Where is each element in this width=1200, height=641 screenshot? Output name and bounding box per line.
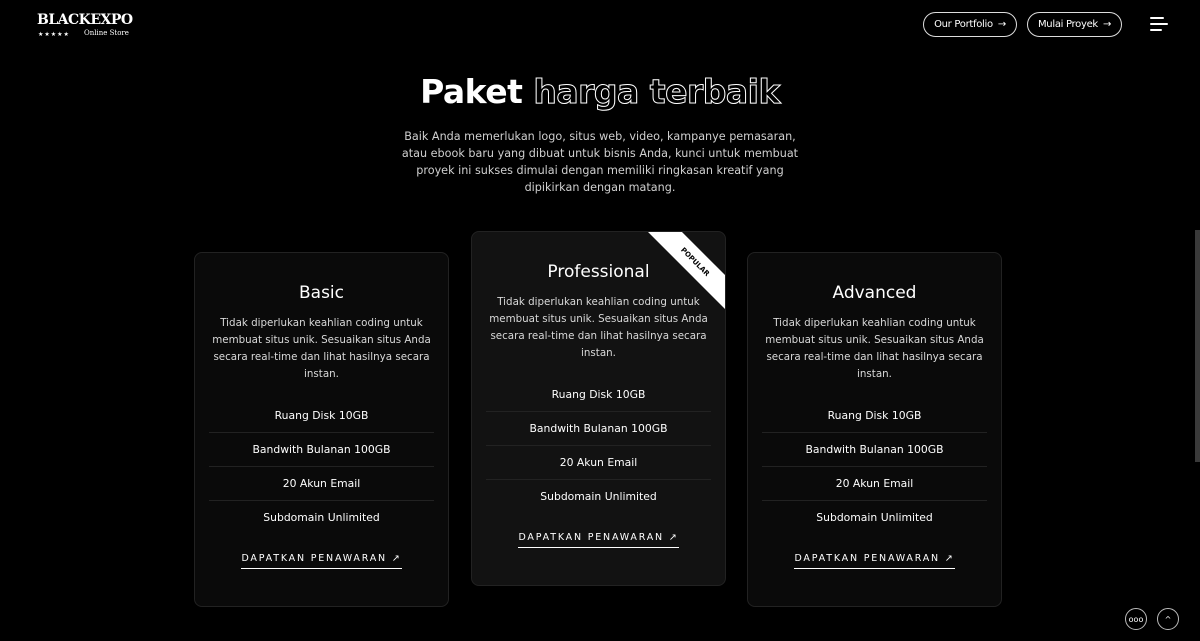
feature-item: Bandwith Bulanan 100GB bbox=[486, 412, 711, 446]
feature-item: 20 Akun Email bbox=[486, 446, 711, 480]
intro-text: Baik Anda memerlukan logo, situs web, video, kampanye pemasaran, atau ebook baru yang dibuat untuk bisnis Anda, kunci untuk membuat proyek ini sukses dimulai dengan memiliki ringkasan kreatif yang dipikirkan dengan matang. bbox=[401, 130, 799, 194]
logo[interactable] bbox=[37, 12, 133, 38]
get-offer-link[interactable]: DAPATKAN PENAWARAN ↗ bbox=[518, 532, 678, 548]
plan-description: Tidak diperlukan keahlian coding untuk membuat situs unik. Sesuaikan situs Anda secara real-time dan lihat hasilnya secara instan. bbox=[489, 296, 708, 359]
logo-text: BLACKEXPO bbox=[37, 12, 133, 28]
get-offer-link[interactable]: DAPATKAN PENAWARAN ↗ bbox=[241, 553, 401, 569]
plan-description: Tidak diperlukan keahlian coding untuk membuat situs unik. Sesuaikan situs Anda secara real-time dan lihat hasilnya secara instan. bbox=[765, 317, 984, 380]
hamburger-menu-icon[interactable] bbox=[1150, 17, 1168, 35]
feature-item: Subdomain Unlimited bbox=[816, 511, 933, 524]
our-portfolio-button[interactable] bbox=[923, 12, 1017, 37]
get-offer-link[interactable]: DAPATKAN PENAWARAN ↗ bbox=[794, 553, 954, 569]
plan-description: Tidak diperlukan keahlian coding untuk membuat situs unik. Sesuaikan situs Anda secara real-time dan lihat hasilnya secara instan. bbox=[212, 317, 431, 380]
arrow-right-icon: → bbox=[1102, 19, 1112, 30]
chat-icon[interactable]: ooo bbox=[1125, 608, 1147, 630]
feature-item: Subdomain Unlimited bbox=[540, 490, 657, 503]
plan-card-advanced bbox=[747, 252, 1002, 607]
arrow-right-icon: → bbox=[997, 19, 1006, 30]
feature-item: Bandwith Bulanan 100GB bbox=[209, 433, 434, 467]
logo-stars: ★★★★★ bbox=[38, 31, 70, 38]
plan-card-professional bbox=[471, 231, 726, 586]
scrollbar[interactable] bbox=[1195, 230, 1200, 462]
mulai-proyek-label: Mulai Proyek bbox=[1037, 19, 1098, 30]
popular-badge: POPULAR bbox=[644, 231, 726, 313]
plan-card-basic bbox=[194, 252, 449, 607]
logo-subtitle: Online Store bbox=[84, 29, 129, 37]
feature-item: Ruang Disk 10GB bbox=[762, 399, 987, 433]
feature-item: 20 Akun Email bbox=[209, 467, 434, 501]
mulai-proyek-button[interactable] bbox=[1027, 12, 1122, 37]
plan-name: Advanced bbox=[832, 283, 917, 303]
plan-name: Basic bbox=[298, 283, 344, 303]
scroll-top-icon[interactable]: ^ bbox=[1157, 608, 1179, 630]
feature-item: Ruang Disk 10GB bbox=[209, 399, 434, 433]
feature-item: 20 Akun Email bbox=[762, 467, 987, 501]
plan-name: Professional bbox=[547, 262, 650, 282]
our-portfolio-label: Our Portfolio bbox=[934, 19, 993, 30]
feature-item: Bandwith Bulanan 100GB bbox=[762, 433, 987, 467]
feature-item: Ruang Disk 10GB bbox=[486, 378, 711, 412]
page-title: Paket harga terbaik bbox=[420, 72, 780, 111]
feature-item: Subdomain Unlimited bbox=[263, 511, 380, 524]
